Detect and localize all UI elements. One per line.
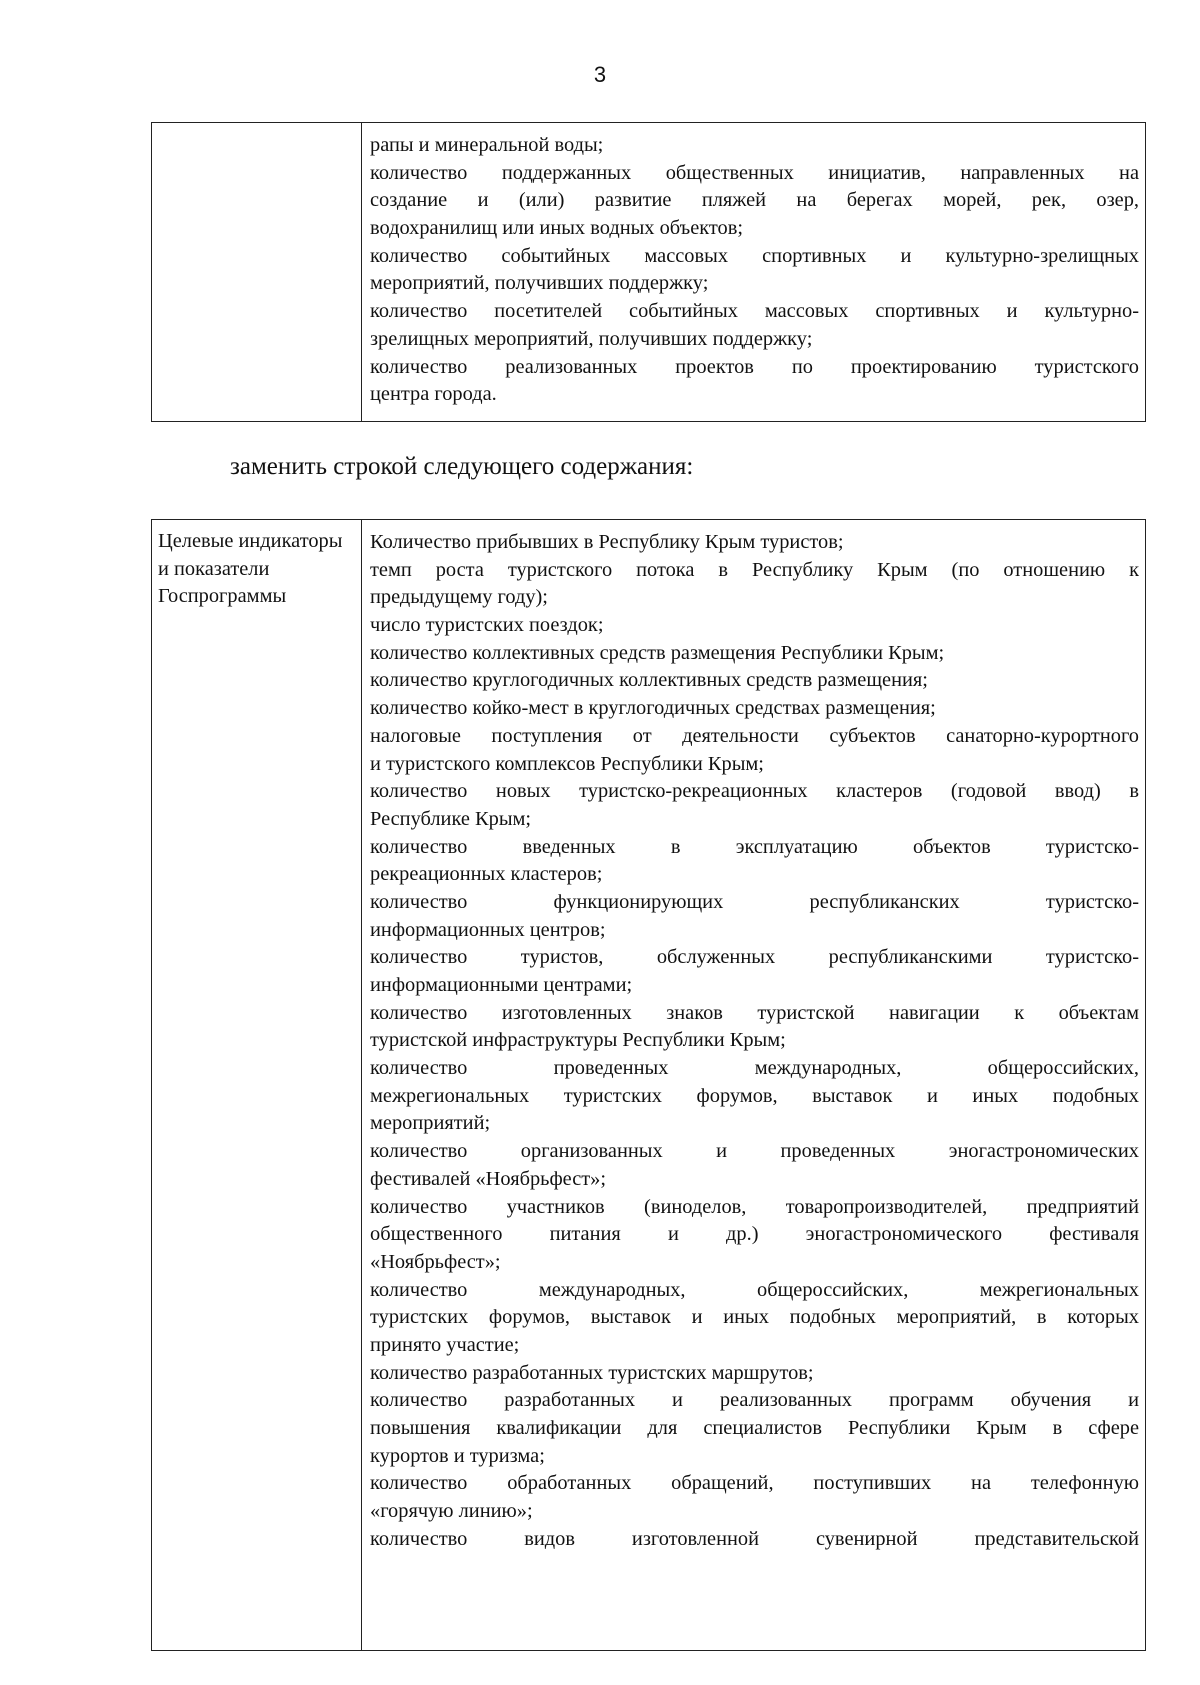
indicator-line: рекреационных кластеров; [370, 863, 603, 886]
indicator-line: принято участие; [370, 1333, 520, 1356]
indicator-line: центра города. [370, 383, 497, 406]
indicator-line: предыдущему году); [370, 586, 548, 609]
indicator-line: водохранилищ или иных водных объектов; [370, 217, 744, 240]
indicators-cell [362, 520, 1146, 1651]
indicator-line: количество организованных и проведенных эногастрономических [370, 1140, 1139, 1163]
indicators-cell [362, 123, 1146, 422]
indicator-lines [362, 520, 1145, 1553]
indicator-line: общественного питания и др.) эногастрономического фестиваля [370, 1223, 1139, 1246]
indicator-line: информационных центров; [370, 918, 606, 941]
indicator-line: зрелищных мероприятий, получивших поддержку; [370, 327, 813, 350]
indicator-line: информационными центрами; [370, 974, 633, 996]
indicator-lines [362, 123, 1145, 409]
indicator-line: Республике Крым; [370, 807, 532, 830]
empty-label-cell [152, 123, 362, 422]
indicator-line: «Ноябрьфест»; [370, 1250, 501, 1273]
indicator-line: число туристских поездок; [370, 614, 604, 637]
indicator-line: количество введенных в эксплуатацию объектов туристско- [370, 835, 1139, 858]
indicator-line: количество поддержанных общественных инициатив, направленных на [370, 161, 1139, 184]
indicator-line: количество новых туристско-рекреационных кластеров (годовой ввод) в [370, 780, 1139, 803]
indicator-line: налоговые поступления от деятельности субъектов санаторно-курортного [370, 724, 1139, 747]
indicator-line: туристской инфраструктуры Республики Крым; [370, 1029, 786, 1052]
label-cell [152, 520, 362, 1651]
indicator-line: количество разработанных туристских маршрутов; [370, 1361, 814, 1384]
indicator-line: количество событийных массовых спортивных и культурно-зрелищных [370, 244, 1139, 267]
indicator-line: и туристского комплексов Республики Крым; [370, 752, 764, 775]
indicator-line: создание и (или) развитие пляжей на берегах морей, рек, озер, [370, 189, 1139, 212]
indicator-line: повышения квалификации для специалистов Республики Крым в сфере [370, 1417, 1139, 1439]
row-label: Целевые индикаторы и показатели Госпрограммы [158, 530, 343, 608]
indicator-line: количество международных, общероссийских, межрегиональных [370, 1278, 1139, 1301]
indicator-line: количество проведенных международных, общероссийских, [370, 1057, 1139, 1080]
indicator-line: рапы и минеральной воды; [370, 134, 604, 156]
indicator-line: количество изготовленных знаков туристской навигации к объектам [370, 1001, 1139, 1024]
indicator-line: Количество прибывших в Республику Крым туристов; [370, 531, 844, 553]
new-indicators-table [151, 519, 1146, 1651]
indicator-line: количество коллективных средств размещения Республики Крым; [370, 641, 945, 664]
indicator-line: фестивалей «Ноябрьфест»; [370, 1167, 607, 1190]
indicator-line: «горячую линию»; [370, 1500, 533, 1523]
indicator-line: количество реализованных проектов по проектированию туристского [370, 355, 1139, 378]
replace-heading: заменить строкой следующего содержания: [230, 453, 694, 480]
indicator-line: темп роста туристского потока в Республику Крым (по отношению к [370, 558, 1139, 581]
indicator-line: туристских форумов, выставок и иных подобных мероприятий, в которых [370, 1306, 1139, 1329]
indicator-line: количество видов изготовленной сувенирной представительской [370, 1527, 1139, 1550]
indicator-line: межрегиональных туристских форумов, выставок и иных подобных [370, 1084, 1139, 1107]
indicator-line: курортов и туризма; [370, 1444, 545, 1467]
indicator-line: количество туристов, обслуженных республиканскими туристско- [370, 946, 1139, 969]
indicator-line: количество койко-мест в круглогодичных средствах размещения; [370, 697, 936, 720]
indicator-line: количество участников (виноделов, товаропроизводителей, предприятий [370, 1195, 1139, 1218]
indicator-line: мероприятий; [370, 1112, 491, 1135]
indicator-line: количество разработанных и реализованных программ обучения и [370, 1389, 1139, 1412]
indicator-line: количество обработанных обращений, поступивших на телефонную [370, 1472, 1139, 1495]
previous-indicators-table [151, 122, 1146, 422]
page-number: 3 [593, 62, 607, 87]
indicator-line: мероприятий, получивших поддержку; [370, 272, 709, 295]
indicator-line: количество функционирующих республиканских туристско- [370, 890, 1139, 913]
indicator-line: количество круглогодичных коллективных средств размещения; [370, 669, 928, 692]
indicator-line: количество посетителей событийных массовых спортивных и культурно- [370, 300, 1139, 323]
